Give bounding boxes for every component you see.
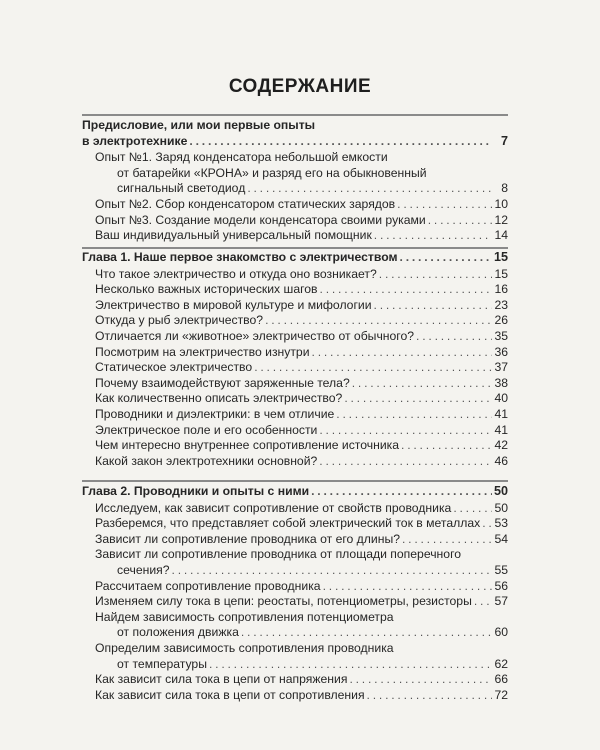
dot-leader — [319, 454, 492, 469]
dot-leader — [265, 313, 492, 328]
page-number: 41 — [494, 422, 508, 437]
toc-heading[interactable] — [82, 118, 508, 149]
toc-entry-text: Как количественно описать электричество? — [95, 391, 343, 406]
page-number: 53 — [494, 516, 508, 531]
toc-entry[interactable] — [95, 438, 508, 454]
page-number: 35 — [494, 329, 508, 343]
section-divider — [82, 247, 508, 249]
page-number: 57 — [494, 594, 508, 609]
section-divider — [82, 480, 508, 482]
toc-entry-text: Разберемся, что представляет собой электрический ток в металлах — [95, 516, 481, 531]
toc-entry-text: Предисловие, или мои первые опыты — [82, 118, 316, 132]
dot-leader — [336, 407, 492, 422]
toc-entry-text: Несколько важных исторических шагов — [95, 282, 318, 297]
page-number: 23 — [494, 297, 508, 312]
toc-entry[interactable] — [95, 313, 508, 329]
toc-entry-text: от положения движка — [117, 625, 239, 640]
toc-entry-text: от температуры — [117, 656, 207, 671]
page-number: 38 — [494, 375, 508, 390]
page-number: 62 — [494, 656, 508, 671]
page-number: 42 — [494, 438, 508, 453]
toc-entry[interactable] — [95, 213, 508, 229]
dot-leader — [401, 438, 492, 453]
toc-entry-text: Какой закон электротехники основной? — [95, 453, 318, 468]
toc-entry-text: Глава 1. Наше первое знакомство с электричеством — [82, 250, 398, 264]
toc-entry[interactable] — [95, 360, 508, 376]
toc-heading[interactable] — [82, 484, 508, 500]
toc-entry[interactable] — [95, 641, 508, 672]
page-number: 7 — [500, 133, 508, 148]
page-number: 15 — [493, 250, 508, 264]
page-number: 55 — [494, 562, 508, 577]
dot-leader — [247, 181, 492, 196]
toc-entry[interactable] — [95, 610, 508, 641]
dot-leader — [416, 329, 492, 344]
dot-leader — [400, 250, 492, 265]
toc-entry[interactable] — [95, 407, 508, 423]
dot-leader — [254, 360, 492, 375]
toc-entry-text: Опыт №1. Заряд конденсатора небольшой емкости — [95, 150, 388, 165]
page-number: 15 — [494, 266, 508, 281]
toc-entry-text: Определим зависимость сопротивления проводника — [95, 641, 394, 655]
toc-entry[interactable] — [95, 423, 508, 439]
page-number: 54 — [494, 531, 508, 546]
dot-leader — [402, 532, 492, 547]
toc-entry-text: Чем интересно внутреннее сопротивление источника — [95, 438, 400, 453]
dot-leader — [189, 134, 492, 149]
toc-entry-text: Как зависит сила тока в цепи от сопротивления — [95, 687, 365, 702]
toc-entry-text: Откуда у рыб электричество? — [95, 313, 264, 328]
toc-entry-text: в электротехнике — [82, 133, 188, 148]
page-number: 66 — [494, 672, 508, 687]
section-divider — [82, 114, 508, 116]
dot-leader — [367, 688, 492, 703]
dot-leader — [379, 267, 492, 282]
dot-leader — [241, 625, 492, 640]
toc-entry-text: Электрическое поле и его особенности — [95, 422, 318, 437]
dot-leader — [374, 298, 492, 313]
dot-leader — [349, 672, 492, 687]
toc-entry[interactable] — [95, 672, 508, 688]
toc-entry-text: от батарейки «КРОНА» и разряд его на обыкновенный — [117, 165, 427, 180]
dot-leader — [453, 501, 492, 516]
dot-leader — [323, 579, 492, 594]
dot-leader — [482, 516, 492, 531]
toc-entry[interactable] — [95, 454, 508, 470]
page-number: 41 — [494, 407, 508, 421]
toc-entry-text: сечения? — [117, 562, 170, 577]
page-number: 60 — [494, 625, 508, 640]
dot-leader — [172, 563, 492, 578]
toc-entry-text: Изменяем силу тока в цепи: реостаты, потенциометры, резисторы — [95, 594, 472, 609]
toc-entry-text: Исследуем, как зависит сопротивление от свойств проводника — [95, 500, 452, 515]
toc-entry-text: Зависит ли сопротивление проводника от его длины? — [95, 531, 400, 546]
toc-entry[interactable] — [95, 345, 508, 361]
toc-entry[interactable] — [95, 516, 508, 532]
toc-entry-text: Отличается ли «животное» электричество от обычного? — [95, 329, 415, 343]
toc-entry-text: Найдем зависимость сопротивления потенциометра — [95, 609, 394, 624]
toc-heading[interactable] — [82, 250, 508, 266]
toc-entry[interactable] — [95, 579, 508, 595]
dot-leader — [344, 391, 492, 406]
toc-entry[interactable] — [95, 532, 508, 548]
toc-entry-text: Почему взаимодействуют заряженные тела? — [95, 375, 350, 390]
dot-leader — [311, 484, 492, 499]
dot-leader — [312, 345, 492, 360]
page-number: 12 — [494, 212, 508, 227]
toc-entry-text: Рассчитаем сопротивление проводника — [95, 578, 321, 593]
page-number: 37 — [494, 360, 508, 375]
dot-leader — [374, 228, 492, 243]
page-title: СОДЕРЖАНИЕ — [228, 76, 372, 97]
dot-leader — [352, 376, 492, 391]
dot-leader — [320, 282, 492, 297]
page-number: 26 — [494, 313, 508, 328]
toc-entry-text: Статическое электричество — [95, 360, 253, 375]
dot-leader — [474, 594, 492, 609]
page-number: 8 — [501, 181, 508, 196]
toc-entry-text: Электричество в мировой культуре и мифологии — [95, 297, 372, 312]
toc-entry-text: Глава 2. Проводники и опыты с ними — [82, 484, 310, 498]
toc-entry-text: Проводники и диэлектрики: в чем отличие — [95, 407, 335, 421]
toc-entry[interactable] — [95, 391, 508, 407]
dot-leader — [209, 657, 492, 672]
toc-entry-text: Ваш индивидуальный универсальный помощник — [95, 228, 372, 243]
toc-entry[interactable] — [95, 376, 508, 392]
toc-entry[interactable] — [95, 298, 508, 314]
dot-leader — [319, 423, 492, 438]
toc-entry[interactable] — [95, 228, 508, 244]
page-number: 50 — [494, 500, 508, 515]
page-number: 72 — [494, 687, 508, 702]
page-number: 14 — [494, 228, 508, 243]
toc-entry-text: Опыт №3. Создание модели конденсатора своими руками — [95, 212, 426, 227]
toc-entry[interactable] — [95, 329, 508, 345]
toc-entry[interactable] — [95, 267, 508, 283]
toc-entry-text: сигнальный светодиод — [117, 181, 246, 196]
page-number: 16 — [494, 282, 508, 297]
toc-entry-text: Что такое электричество и откуда оно возникает? — [95, 266, 377, 281]
page-number: 50 — [493, 484, 508, 498]
toc-entry[interactable] — [95, 688, 508, 704]
dot-leader — [428, 213, 492, 228]
toc-entry-text: Опыт №2. Сбор конденсатором статических зарядов — [95, 197, 396, 211]
toc-entry[interactable] — [95, 501, 508, 517]
toc-entry[interactable] — [95, 150, 508, 197]
toc-entry-text: Посмотрим на электричество изнутри — [95, 344, 310, 359]
page-number: 36 — [494, 344, 508, 359]
toc-entry[interactable] — [95, 197, 508, 213]
toc-entry[interactable] — [95, 547, 508, 578]
page-number: 40 — [494, 391, 508, 406]
toc-entry[interactable] — [95, 594, 508, 610]
page-number: 46 — [494, 453, 508, 468]
page-number: 10 — [494, 197, 508, 211]
toc-entry[interactable] — [95, 282, 508, 298]
toc-entry-text: Как зависит сила тока в цепи от напряжения — [95, 672, 348, 687]
dot-leader — [397, 197, 492, 212]
page-number: 56 — [494, 578, 508, 593]
toc-entry-text: Зависит ли сопротивление проводника от площади поперечного — [95, 547, 462, 562]
